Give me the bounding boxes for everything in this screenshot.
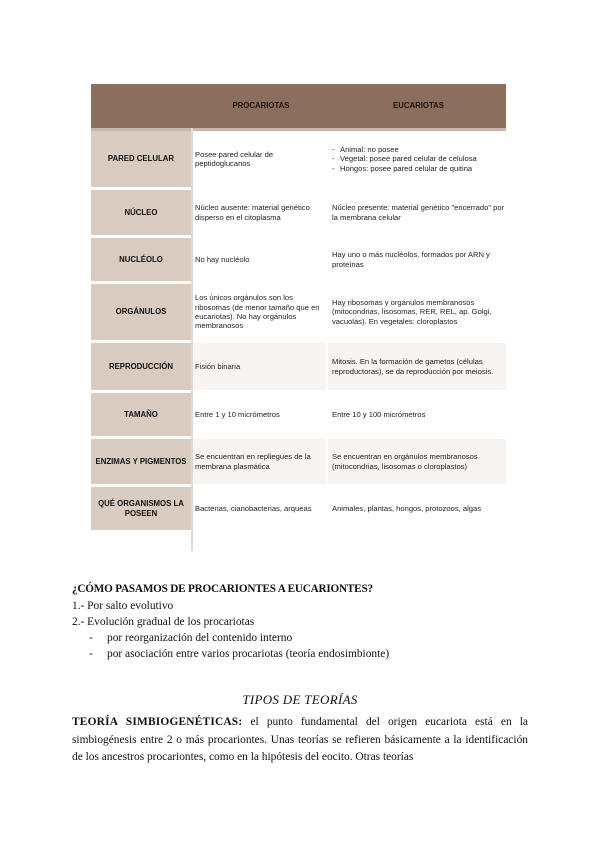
table-row bbox=[91, 342, 506, 392]
dash-bullet: - bbox=[89, 648, 93, 660]
option-item: 1.- Por salto evolutivo bbox=[72, 600, 174, 612]
sub-option-item bbox=[89, 646, 389, 662]
cell-eucariotas bbox=[327, 130, 506, 189]
column-divider bbox=[191, 128, 193, 551]
table-row bbox=[91, 486, 506, 532]
cell-procariotas: Los únicos orgánulos son los ribosomas (de menor tamaño que en eucariotas). No hay orgánulos membranosos bbox=[191, 283, 327, 342]
list-item: - Vegetal: posee pared celular de celulosa bbox=[332, 154, 506, 163]
question-heading: ¿CÓMO PASAMOS DE PROCARIONTES A EUCARIONTES? bbox=[72, 583, 373, 595]
header-procariotas: PROCARIOTAS bbox=[191, 84, 327, 130]
header-corner bbox=[91, 84, 191, 130]
row-label: PARED CELULAR bbox=[91, 130, 191, 189]
cell-eucariotas: Entre 10 y 100 micrómetros bbox=[327, 392, 506, 438]
eucariotas-list bbox=[332, 145, 506, 173]
cell-procariotas: Bacterias, cianobacterias, arqueas bbox=[191, 486, 327, 532]
comparison-table-image bbox=[91, 84, 506, 551]
sub-option-text: por reorganización del contenido interno bbox=[107, 632, 293, 644]
table-row bbox=[91, 189, 506, 237]
theory-paragraph bbox=[72, 714, 528, 767]
cell-eucariotas: Hay uno o más nucléolos, formados por ARN y proteínas bbox=[327, 237, 506, 283]
sub-option-item bbox=[89, 630, 292, 646]
row-label: TAMAÑO bbox=[91, 392, 191, 438]
option-item: 2.- Evolución gradual de los procariotas bbox=[72, 616, 255, 628]
cell-eucariotas: Hay ribosomas y orgánulos membranosos (mitocondrias, lisosomas, RER, REL, ap. Golgi, vacuolas). En vegetales: cloroplastos bbox=[327, 283, 506, 342]
table-header-row bbox=[91, 84, 506, 130]
cell-procariotas: Se encuentran en repliegues de la membrana plasmática bbox=[191, 438, 327, 486]
table-row bbox=[91, 438, 506, 486]
row-label: NUCLÉOLO bbox=[91, 237, 191, 283]
dash-bullet: - bbox=[89, 632, 93, 644]
cell-eucariotas: Animales, plantas, hongos, protozoos, algas bbox=[327, 486, 506, 532]
paragraph-lead: TEORÍA SIMBIOGENÉTICAS: bbox=[72, 716, 243, 728]
table-row bbox=[91, 237, 506, 283]
row-label: ORGÁNULOS bbox=[91, 283, 191, 342]
cell-eucariotas: Se encuentran en orgánulos membranosos (mitocondrias, lisosomas o cloroplastos) bbox=[327, 438, 506, 486]
cell-eucariotas: Mitosis. En la formación de gametos (células reproductoras), se da reproducción por meiosis. bbox=[327, 342, 506, 392]
table-row bbox=[91, 392, 506, 438]
row-label: NÚCLEO bbox=[91, 189, 191, 237]
row-label: QUÉ ORGANISMOS LA POSEEN bbox=[91, 486, 191, 532]
sub-option-text: por asociación entre varios procariotas (teoría endosimbionte) bbox=[107, 648, 390, 660]
cell-procariotas: Posee pared celular de peptidoglucanos bbox=[191, 130, 327, 189]
cell-procariotas: Entre 1 y 10 micrómetros bbox=[191, 392, 327, 438]
cell-procariotas: No hay nucléolo bbox=[191, 237, 327, 283]
list-item: - Hongos: posee pared celular de quitina bbox=[332, 164, 506, 173]
paragraph-body: el punto fundamental del origen eucariota está en la simbiogénesis entre 2 o más procariontes. Unas teorías se refieren básicamente a la identificación de los ancestros procariontes, como en la hipótesis del eocito. Otras teorías bbox=[72, 716, 528, 763]
table-row bbox=[91, 130, 506, 189]
cell-procariotas: Núcleo ausente: material genético disperso en el citoplasma bbox=[191, 189, 327, 237]
header-eucariotas: EUCARIOTAS bbox=[327, 84, 506, 130]
section-title: TIPOS DE TEORÍAS bbox=[242, 692, 358, 707]
row-label: ENZIMAS Y PIGMENTOS bbox=[91, 438, 191, 486]
row-label: REPRODUCCIÓN bbox=[91, 342, 191, 392]
cell-procariotas: Fisión binaria bbox=[191, 342, 327, 392]
comparison-table bbox=[91, 84, 506, 533]
cell-eucariotas: Núcleo presente: material genético "encerrado" por la membrana celular bbox=[327, 189, 506, 237]
table-row bbox=[91, 283, 506, 342]
list-item: - Animal: no posee bbox=[332, 145, 506, 154]
